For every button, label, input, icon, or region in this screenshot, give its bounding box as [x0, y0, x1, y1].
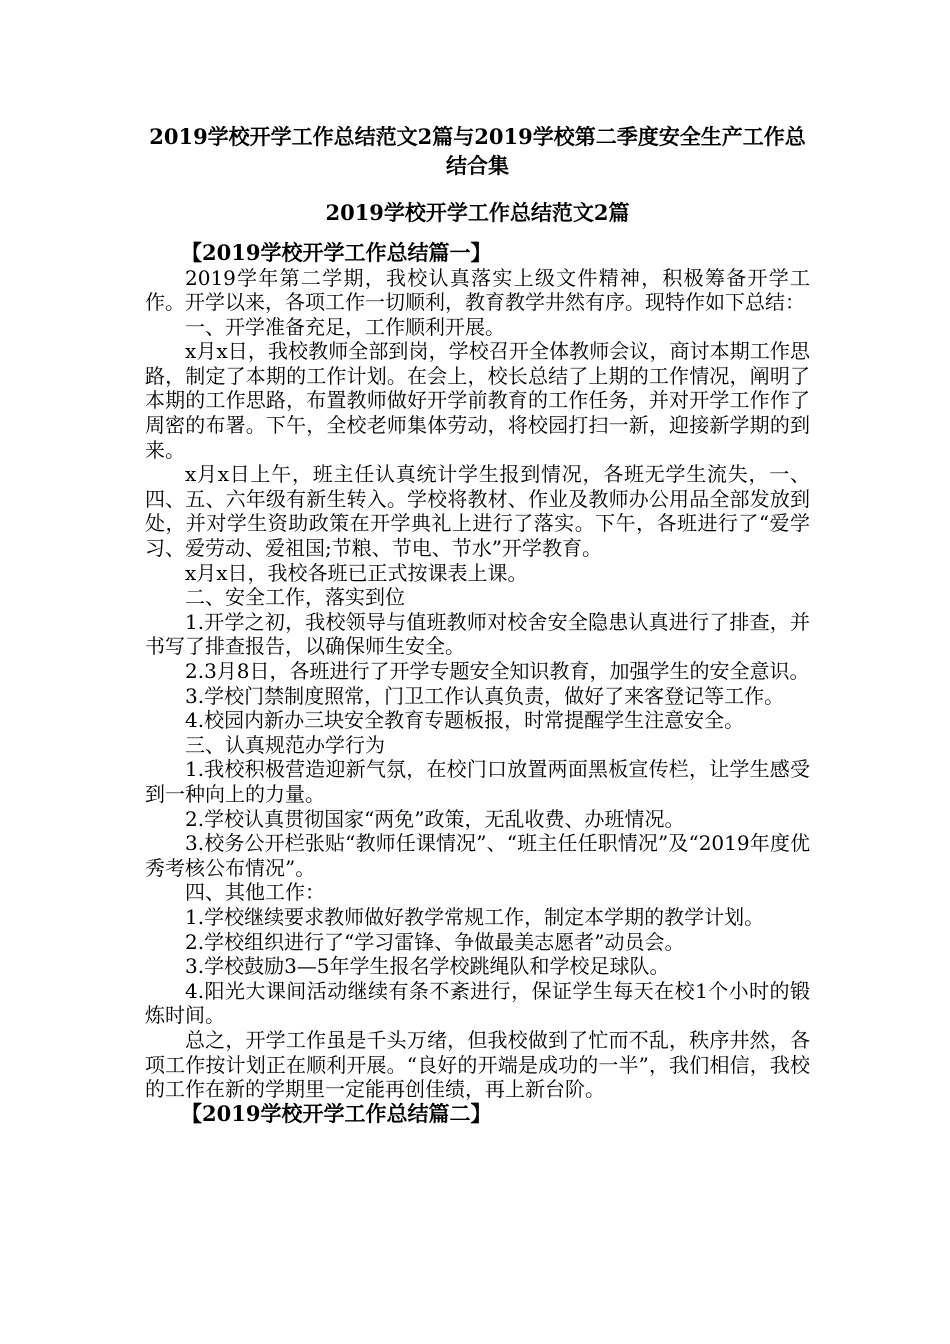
paragraph: 2.3月8日，各班进行了开学专题安全知识教育，加强学生的安全意识。	[185, 659, 810, 683]
paragraph: 3.学校鼓励3—5年学生报名学校跳绳队和学校足球队。	[185, 954, 670, 979]
section-part-one	[145, 241, 810, 1102]
paragraph: 3.校务公开栏张贴“教师任课情况”、“班主任任职情况”及“2019年度优秀考核公布情况”。	[145, 831, 810, 880]
section-heading-part-two: 【2019学校开学工作总结篇二】	[181, 1100, 492, 1126]
document-page	[145, 122, 810, 1126]
paragraph: x月x日，我校各班已正式按课表上课。	[185, 560, 528, 585]
paragraph: 2019学年第二学期，我校认真落实上级文件精神，积极筹备开学工作。开学以来，各项工作一切顺利，教育教学井然有序。现特作如下总结：	[145, 265, 810, 315]
paragraph: 1.开学之初，我校领导与值班教师对校舍安全隐患认真进行了排查，并书写了排查报告，以确保师生安全。	[145, 609, 810, 659]
paragraph: 2.学校组织进行了“学习雷锋、争做最美志愿者”动员会。	[185, 929, 685, 954]
paragraph: x月x日上午，班主任认真统计学生报到情况，各班无学生流失，一、四、五、六年级有新生转入。学校将教材、作业及教师办公用品全部发放到处，并对学生资助政策在开学典礼上进行了落实。下午，各班进行了“爱学习、爱劳动、爱祖国;节粮、节电、节水”开学教育。	[145, 462, 810, 561]
paragraph: 3.学校门禁制度照常，门卫工作认真负责，做好了来客登记等工作。	[185, 683, 785, 708]
paragraph: 四、其他工作：	[185, 880, 325, 905]
paragraph: 4.校园内新办三块安全教育专题板报，时常提醒学生注意安全。	[185, 708, 745, 733]
document-subtitle: 2019学校开学工作总结范文2篇	[325, 200, 630, 225]
document-title: 2019学校开学工作总结范文2篇与2019学校第二季度安全生产工作总结合集	[149, 124, 806, 178]
paragraph: 4.阳光大课间活动继续有条不紊进行，保证学生每天在校1个小时的锻炼时间。	[145, 978, 810, 1028]
paragraph: 总之，开学工作虽是千头万绪，但我校做到了忙而不乱，秩序井然，各项工作按计划正在顺利开展。“良好的开端是成功的一半”，我们相信，我校的工作在新的学期里一定能再创佳绩，再上新台阶。	[145, 1027, 810, 1102]
paragraph: 一、开学准备充足，工作顺利开展。	[185, 314, 505, 339]
paragraph: 1.我校积极营造迎新气氛，在校门口放置两面黑板宣传栏，让学生感受到一种向上的力量。	[145, 757, 810, 806]
paragraph: 2.学校认真贯彻国家“两免”政策，无乱收费、办班情况。	[185, 806, 685, 831]
paragraph: 1.学校继续要求教师做好教学常规工作，制定本学期的教学计划。	[185, 904, 765, 929]
paragraph: 三、认真规范办学行为	[185, 732, 385, 757]
paragraph: x月x日，我校教师全部到岗，学校召开全体教师会议，商讨本期工作思路，制定了本期的工作计划。在会上，校长总结了上期的工作情况，阐明了本期的工作思路，布置教师做好开学前教育的工作任务，并对开学工作作了周密的布署。下午，全校老师集体劳动，将校园打扫一新，迎接新学期的到来。	[145, 339, 810, 462]
section-heading-part-one: 【2019学校开学工作总结篇一】	[181, 240, 492, 265]
paragraph: 二、安全工作，落实到位	[185, 585, 405, 610]
